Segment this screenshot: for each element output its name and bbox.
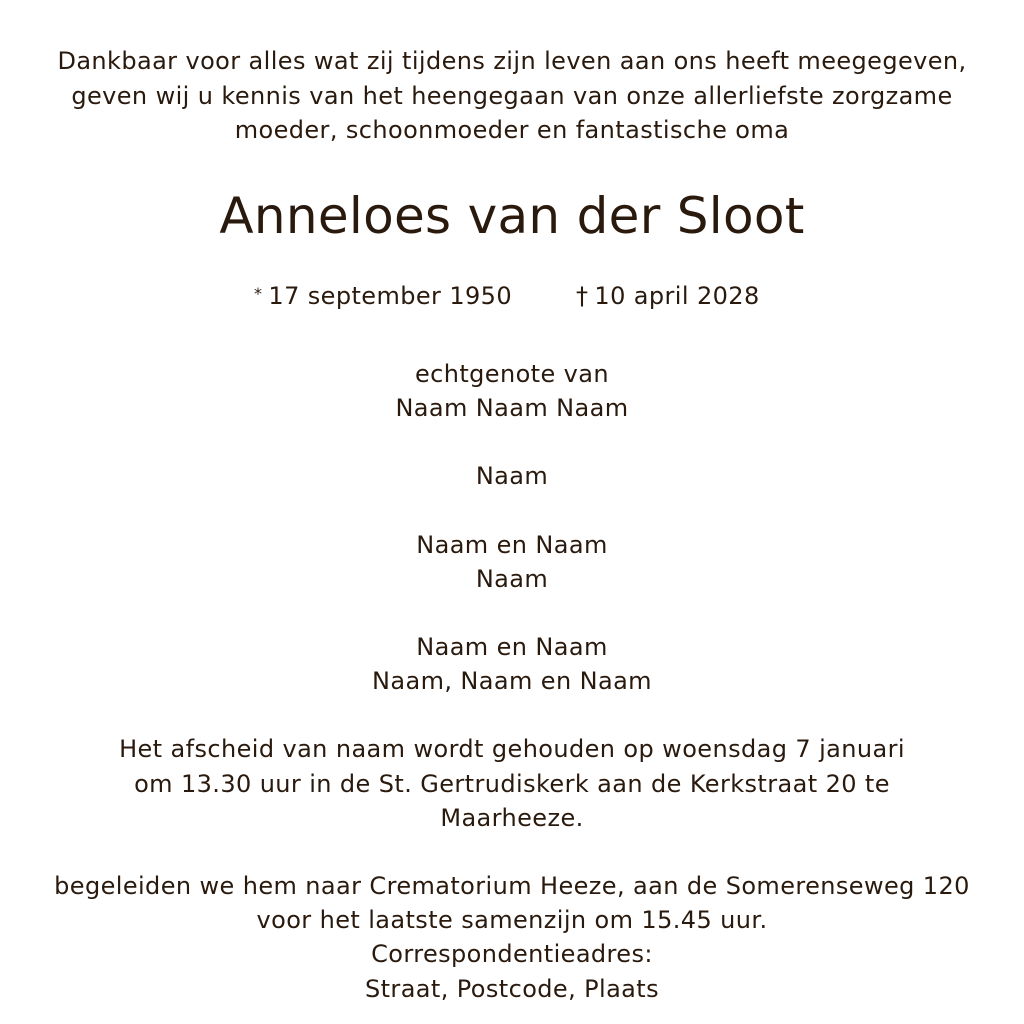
deceased-name: Anneloes van der Sloot [219, 187, 805, 245]
birth-date: 17 september 1950 [268, 282, 513, 310]
spouse-intro: echtgenote van [414, 360, 609, 388]
farewell-line-1: Het afscheid van naam wordt gehouden op woensdag 7 januari [119, 735, 905, 763]
cross-icon: † [576, 282, 589, 310]
spouse-name: Naam Naam Naam [395, 394, 629, 422]
farewell-line-3: Maarheeze. [440, 804, 584, 832]
death-date-group [576, 279, 760, 313]
crematorium-line-1: begeleiden we hem naar Crematorium Heeze, aan de Somerenseweg 120 [54, 872, 970, 900]
birth-date-group [254, 279, 512, 313]
birth-star-icon: * [254, 284, 263, 303]
child-2-line-1: Naam en Naam [416, 531, 608, 559]
life-dates [0, 279, 1024, 313]
correspondence-address: Straat, Postcode, Plaats [364, 975, 659, 1003]
death-date: 10 april 2028 [594, 282, 760, 310]
intro-line-2: geven wij u kennis van het heengegaan van onze allerliefste zorgzame [71, 82, 953, 110]
crematorium-line-2: voor het laatste samenzijn om 15.45 uur. [256, 906, 768, 934]
child-3-line-1: Naam en Naam [416, 633, 608, 661]
intro-line-3: moeder, schoonmoeder en fantastische oma [234, 116, 790, 144]
child-1-name: Naam [475, 462, 549, 490]
intro-line-1: Dankbaar voor alles wat zij tijdens zijn leven aan ons heeft meegegeven, [57, 47, 967, 75]
child-3-line-2: Naam, Naam en Naam [372, 667, 652, 695]
correspondence-label: Correspondentieadres: [371, 940, 653, 968]
farewell-line-2: om 13.30 uur in de St. Gertrudiskerk aan de Kerkstraat 20 te [134, 770, 890, 798]
child-2-line-2: Naam [475, 565, 549, 593]
